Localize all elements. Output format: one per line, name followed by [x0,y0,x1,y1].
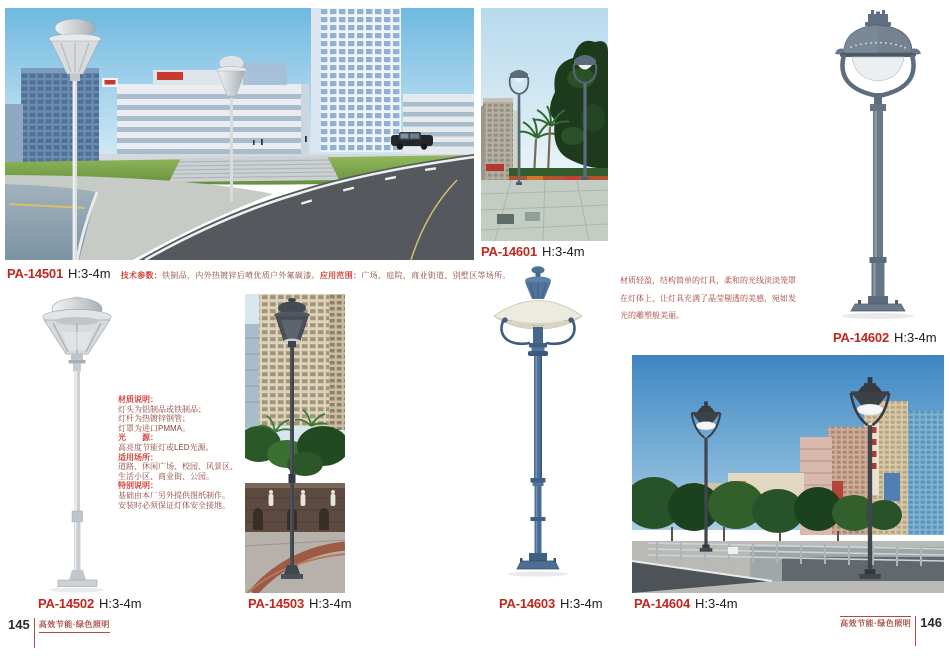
spec-heading: 材质说明： [118,395,158,404]
product-height: H:3-4m [308,596,352,611]
product-height: H:3-4m [67,266,111,281]
material-spec-block [118,395,238,510]
ground [245,532,345,593]
spec-line: 灯头为铝制品或铁制品； [118,404,206,414]
product-code: PA-14503 [248,596,304,611]
spec-line: 灯罩为进口PMMA。 [118,423,190,433]
base-plate [517,561,559,569]
footer-slogan-left: 高效节能·绿色照明 [39,620,110,633]
product-code: PA-14502 [38,596,94,611]
base-plate [58,580,97,587]
photo-pa-14601 [481,8,608,241]
product-code: PA-14603 [499,596,555,611]
note-line: 光的雕塑般美丽。 [620,311,684,320]
footer-divider [34,618,35,648]
spec-heading: 特别说明： [118,481,158,491]
wall [245,483,345,532]
product-height: H:3-4m [694,596,738,611]
page-number-right: 146 [920,615,942,630]
glass-bowl [852,57,904,81]
crown-finial [865,10,891,26]
stairs [169,156,339,182]
pole [873,111,883,257]
product-height: H:3-4m [893,330,937,345]
spec-line: 高亮度节能灯或LED光源。 [118,442,214,452]
product-code: PA-14604 [634,596,690,611]
caption-pa-14602 [833,330,937,345]
footer-left [8,618,110,648]
caption-pa-14502 [38,596,142,611]
caption-pa-14604 [634,596,738,611]
base-plate [851,304,905,311]
product-code: PA-14602 [833,330,889,345]
note-line: 材质轻盈，结构简单的灯具，柔和的光线淡淡笼罩 [620,276,796,285]
footer-slogan-right: 高效节能·绿色照明 [840,616,911,629]
spec-line: 基础由本厂另外提供图纸制作。 [118,490,230,500]
product-height: H:3-4m [541,244,585,259]
product-image-pa-14603 [480,263,600,595]
product-inline-specs: 技术参数：铁制品，内外热镀锌后喷优质户外氟碳漆。应用范围：广场、庭院、商业街道、别墅区等场所。 [120,271,511,280]
spec-heading: 光 源： [118,433,158,443]
footer-right [840,616,942,646]
product-height: H:3-4m [98,596,142,611]
flower-strip [509,176,608,180]
photo-pa-14503 [245,294,345,593]
page-number-left: 145 [8,617,30,632]
spec-line: 灯杆为热镀锌钢管； [118,414,190,424]
caption-pa-14603 [499,596,603,611]
spec-line: 生活小区、商业街、公园。 [118,471,214,481]
footer-divider [915,616,916,646]
product-code: PA-14501 [7,266,63,281]
caption-pa-14601 [481,244,585,259]
product-code: PA-14601 [481,244,537,259]
poetic-note [620,272,796,325]
photo-pa-14604 [632,355,944,593]
caption-pa-14501 [7,266,511,281]
caption-pa-14503 [248,596,352,611]
product-image-pa-14502 [22,292,132,594]
spec-heading: 适用场所： [118,452,158,462]
product-image-pa-14602 [815,8,945,330]
product-height: H:3-4m [559,596,603,611]
photo-pa-14501 [5,8,474,260]
pavement [481,180,608,241]
note-line: 在灯体上，让灯具充满了晶莹剔透的美感，宛如发 [620,293,796,303]
spec-line: 道路、休闲广场、校园、风景区、 [118,462,238,472]
spec-line: 安装时必须保证灯体安全接地。 [118,500,230,510]
